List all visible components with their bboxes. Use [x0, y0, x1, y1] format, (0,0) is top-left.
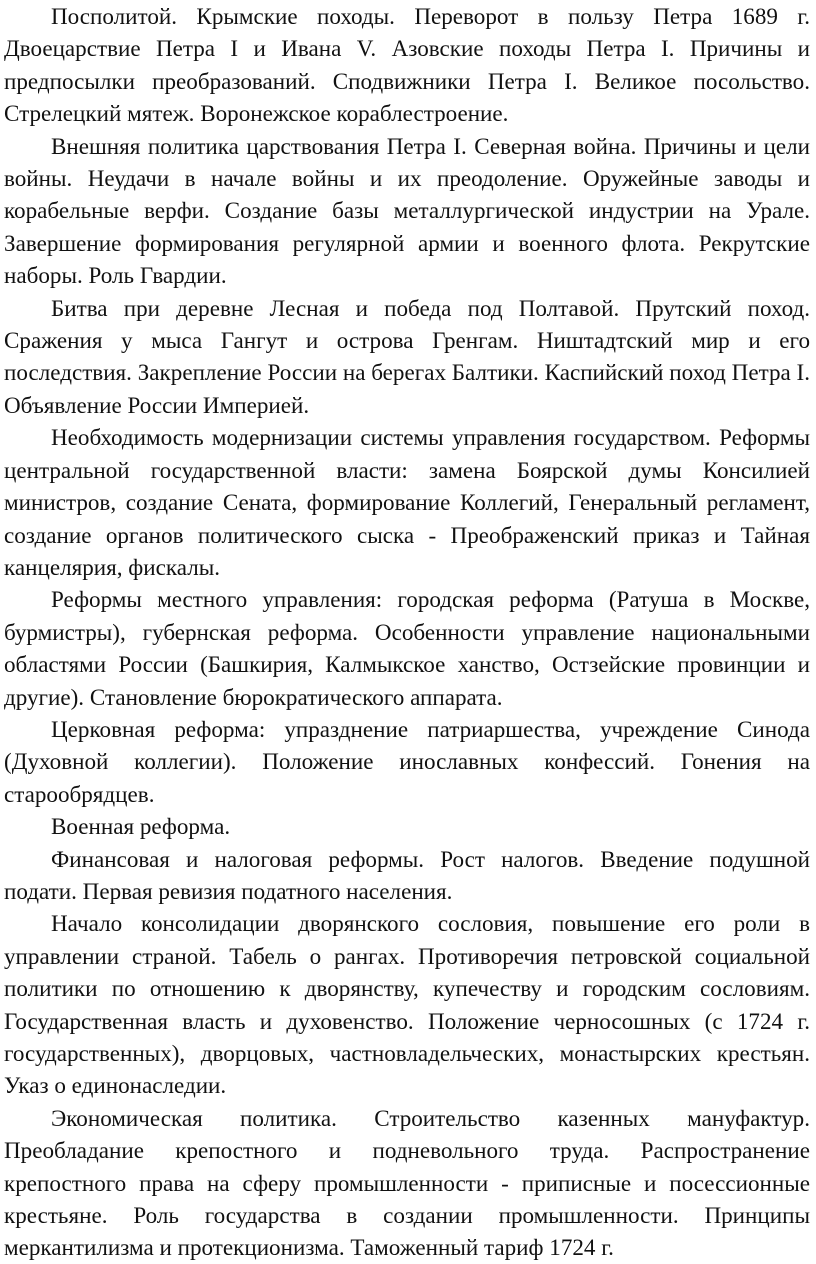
paragraph-central-government-reforms: Необходимость модернизации системы управления государством. Реформы центральной государственной власти: замена Боярской думы Консилией министров, создание Сената, формирование Коллегий, Генеральный регламент, создание органов политического сыска - Преображенский приказ и Тайная канцелярия, фискалы. — [4, 424, 810, 580]
paragraph-economic-policy: Экономическая политика. Строительство казенных мануфактур. Преобладание крепостного и подневольного труда. Распространение крепостного права на сферу промышленности - приписные и посессионные крестьяне. Роль государства в создании промышленности. Принципы меркантилизма и протекционизма. Таможенный тариф 1724 г. — [4, 1104, 810, 1261]
paragraph-nobility-consolidation: Начало консолидации дворянского сословия, повышение его роли в управлении страной. Табель о рангах. Противоречия петровской социальной политики по отношению к дворянству, купечеству и городским сословиям. Государственная власть и духовенство. Положение черносошных (с 1724 г. государственных), дворцовых, частновладельческих, монастырских крестьян. Указ о единонаследии. — [4, 910, 810, 1099]
paragraph-church-reform: Церковная реформа: упразднение патриаршества, учреждение Синода (Духовной коллегии). Положение инославных конфессий. Гонения на старообрядцев. — [4, 715, 810, 807]
paragraph-foreign-policy-northern-war: Внешняя политика царствования Петра I. Северная война. Причины и цели войны. Неудачи в начале войны и их преодоление. Оружейные заводы и корабельные верфи. Создание базы металлургической индустрии на Урале. Завершение формирования регулярной армии и военного флота. Рекрутские наборы. Роль Гвардии. — [4, 132, 810, 289]
paragraph-military-reform: Военная реформа. — [51, 813, 231, 840]
paragraph-financial-tax-reforms: Финансовая и налоговая реформы. Рост налогов. Введение подушной подати. Первая ревизия податного населения. — [4, 845, 810, 904]
paragraph-local-government-reforms: Реформы местного управления: городская реформа (Ратуша в Москве, бурмистры), губернская реформа. Особенности управление национальными областями России (Башкирия, Калмыкское ханство, Остзейские провинции и другие). Становление бюрократического аппарата. — [4, 586, 810, 710]
paragraph-pospolitoy-crimean-campaigns: Посполитой. Крымские походы. Переворот в пользу Петра 1689 г. Двоецарствие Петра I и Ивана V. Азовские походы Петра I. Причины и предпосылки преобразований. Сподвижники Петра I. Великое посольство. Стрелецкий мятеж. Воронежское кораблестроение. — [4, 3, 810, 127]
paragraph-lesnaya-poltava: Битва при деревне Лесная и победа под Полтавой. Прутский поход. Сражения у мыса Гангут и острова Гренгам. Ништадтский мир и его последствия. Закрепление России на берегах Балтики. Каспийский поход Петра I. Объявление России Империей. — [4, 294, 810, 418]
